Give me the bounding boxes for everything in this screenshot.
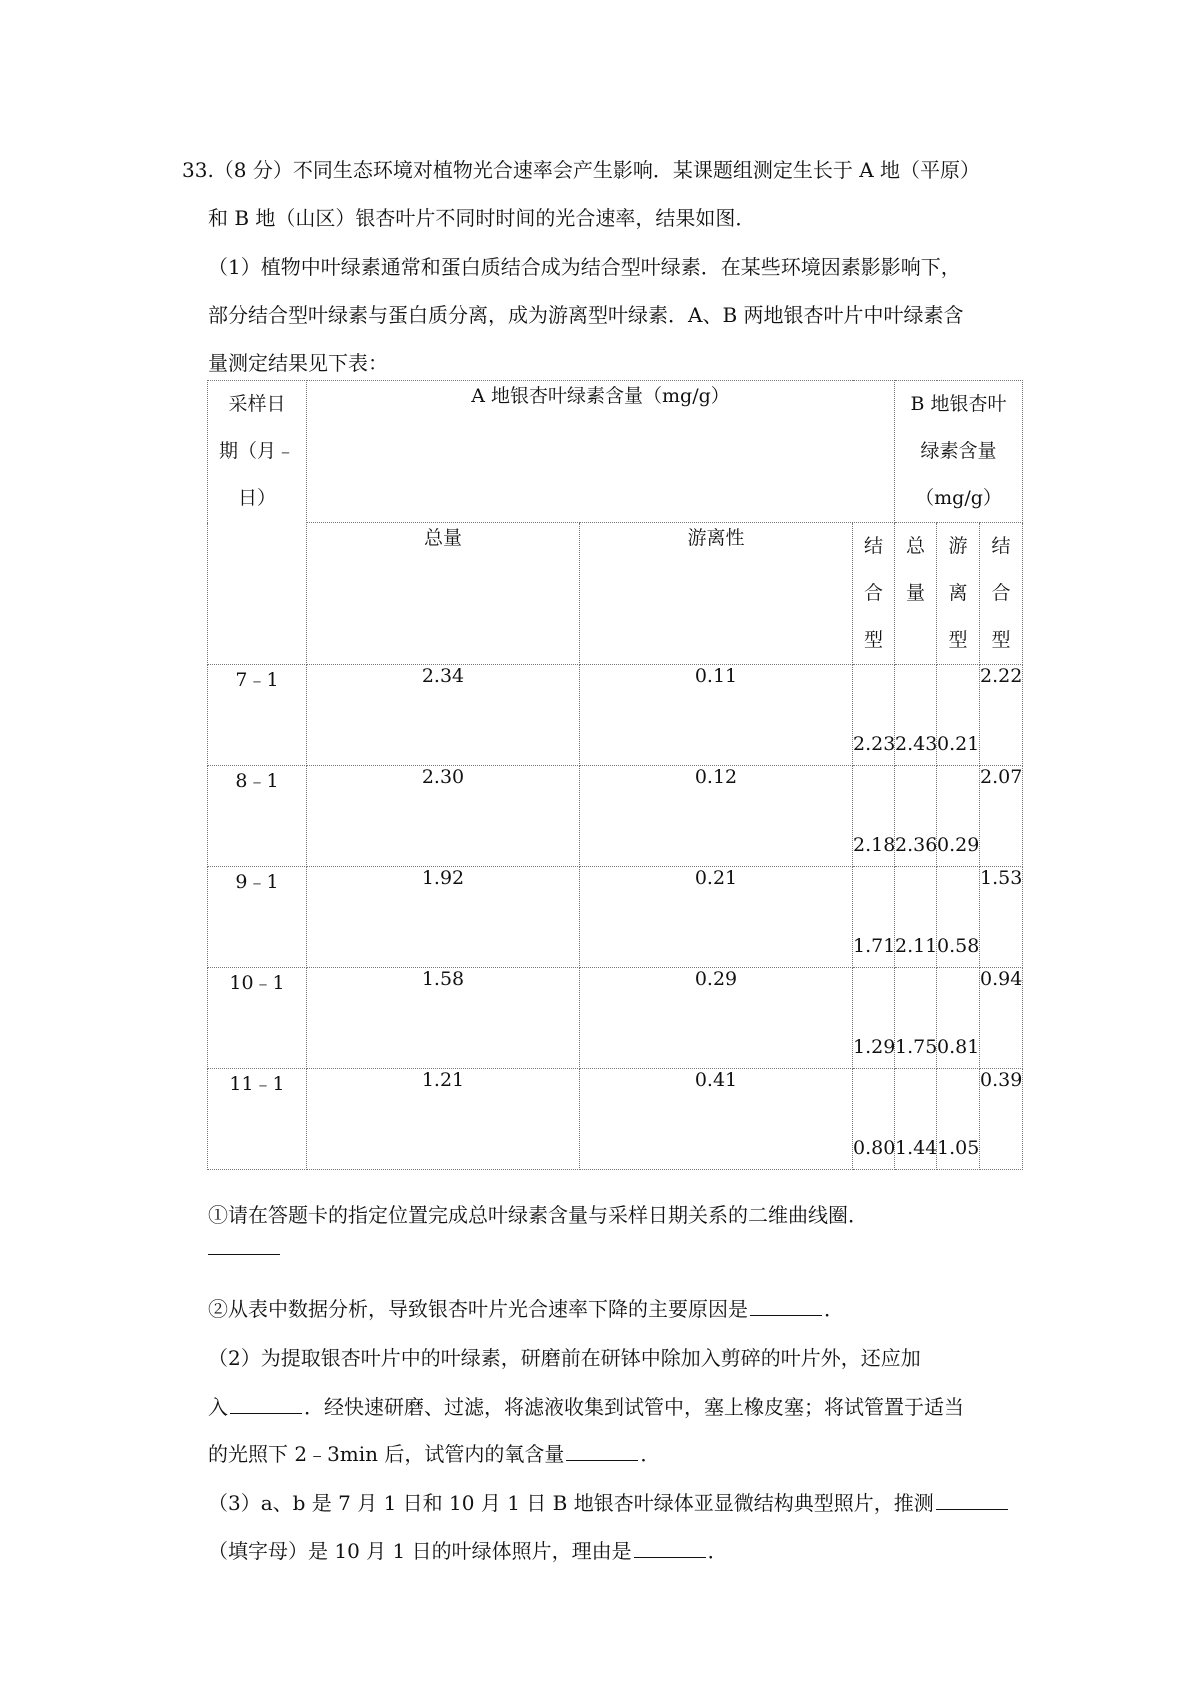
table-row	[208, 766, 1023, 867]
answer-blank[interactable]	[230, 1395, 302, 1414]
cell-b-bound: 1.53	[980, 867, 1023, 968]
part2-line-2: 入 ．经快速研磨、过滤，将滤液收集到试管中，塞上橡皮塞；将试管置于适当	[208, 1395, 964, 1419]
table-row	[208, 665, 1023, 766]
cell-a-total: 2.34	[307, 665, 580, 766]
question-line-1: 33.（8 分）不同生态环境对植物光合速率会产生影响．某课题组测定生长于 A 地（平原）	[182, 158, 981, 182]
table-row	[208, 1069, 1023, 1170]
cell-b-free: 0.81	[937, 968, 980, 1069]
part2-line-3: 的光照下 2﹣3min 后，试管内的氧含量 ．	[208, 1442, 661, 1466]
cell-b-total: 1.75	[895, 968, 937, 1069]
cell-b-free: 0.21	[937, 665, 980, 766]
cell-date: 10﹣1	[208, 968, 307, 1069]
cell-a-total: 2.30	[307, 766, 580, 867]
cell-a-total: 1.58	[307, 968, 580, 1069]
cell-date: 9﹣1	[208, 867, 307, 968]
header-date: 采样日 期（月﹣ 日）	[208, 381, 307, 665]
cell-date: 7﹣1	[208, 665, 307, 766]
answer-blank[interactable]	[566, 1442, 638, 1461]
cell-a-total: 1.92	[307, 867, 580, 968]
chlorophyll-table	[207, 380, 1023, 1170]
question-1-2: ②从表中数据分析，导致银杏叶片光合速率下降的主要原因是 ．	[208, 1297, 844, 1321]
answer-blank[interactable]	[936, 1491, 1008, 1510]
cell-a-bound: 1.71	[853, 867, 895, 968]
cell-a-total: 1.21	[307, 1069, 580, 1170]
table-row	[208, 968, 1023, 1069]
cell-b-bound: 2.07	[980, 766, 1023, 867]
question-1-1: ①请在答题卡的指定位置完成总叶绿素含量与采样日期关系的二维曲线圈．	[208, 1203, 868, 1227]
cell-date: 8﹣1	[208, 766, 307, 867]
answer-blank[interactable]	[750, 1297, 822, 1316]
cell-a-bound: 0.80	[853, 1069, 895, 1170]
subheader-a-free: 游离性	[580, 523, 853, 665]
part3-line-2: （填字母）是 10 月 1 日的叶绿体照片，理由是 ．	[208, 1539, 728, 1563]
cell-b-free: 0.58	[937, 867, 980, 968]
cell-b-total: 2.11	[895, 867, 937, 968]
header-a-site: A 地银杏叶绿素含量（mg/g）	[307, 381, 895, 523]
answer-blank[interactable]	[208, 1254, 280, 1255]
table-row	[208, 867, 1023, 968]
subheader-b-bound: 结 合 型	[980, 523, 1023, 665]
part1-line-2: 部分结合型叶绿素与蛋白质分离，成为游离型叶绿素．A、B 两地银杏叶片中叶绿素含	[208, 303, 964, 327]
cell-b-total: 2.43	[895, 665, 937, 766]
question-line-2: 和 B 地（山区）银杏叶片不同时时间的光合速率，结果如图．	[208, 206, 756, 230]
cell-a-free: 0.21	[580, 867, 853, 968]
subheader-b-free: 游 离 型	[937, 523, 980, 665]
cell-a-free: 0.11	[580, 665, 853, 766]
cell-date: 11﹣1	[208, 1069, 307, 1170]
cell-b-total: 1.44	[895, 1069, 937, 1170]
cell-a-free: 0.12	[580, 766, 853, 867]
part3-line-1: （3）a、b 是 7 月 1 日和 10 月 1 日 B 地银杏叶绿体亚显微结构典型照片，推测	[208, 1489, 1010, 1517]
cell-b-bound: 2.22	[980, 665, 1023, 766]
part1-line-1: （1）植物中叶绿素通常和蛋白质结合成为结合型叶绿素．在某些环境因素影影响下，	[208, 255, 961, 279]
cell-b-total: 2.36	[895, 766, 937, 867]
subheader-b-total: 总 量	[895, 523, 937, 665]
cell-a-bound: 2.18	[853, 766, 895, 867]
subheader-a-bound: 结 合 型	[853, 523, 895, 665]
cell-a-free: 0.41	[580, 1069, 853, 1170]
part1-line-3: 量测定结果见下表：	[208, 351, 388, 375]
cell-b-free: 0.29	[937, 766, 980, 867]
answer-blank[interactable]	[634, 1539, 706, 1558]
subheader-a-total: 总量	[307, 523, 580, 665]
cell-a-bound: 1.29	[853, 968, 895, 1069]
part2-line-1: （2）为提取银杏叶片中的叶绿素，研磨前在研钵中除加入剪碎的叶片外，还应加	[208, 1346, 921, 1370]
cell-b-free: 1.05	[937, 1069, 980, 1170]
cell-b-bound: 0.94	[980, 968, 1023, 1069]
cell-b-bound: 0.39	[980, 1069, 1023, 1170]
header-b-site: B 地银杏叶 绿素含量 （mg/g）	[895, 381, 1023, 523]
cell-a-bound: 2.23	[853, 665, 895, 766]
cell-a-free: 0.29	[580, 968, 853, 1069]
